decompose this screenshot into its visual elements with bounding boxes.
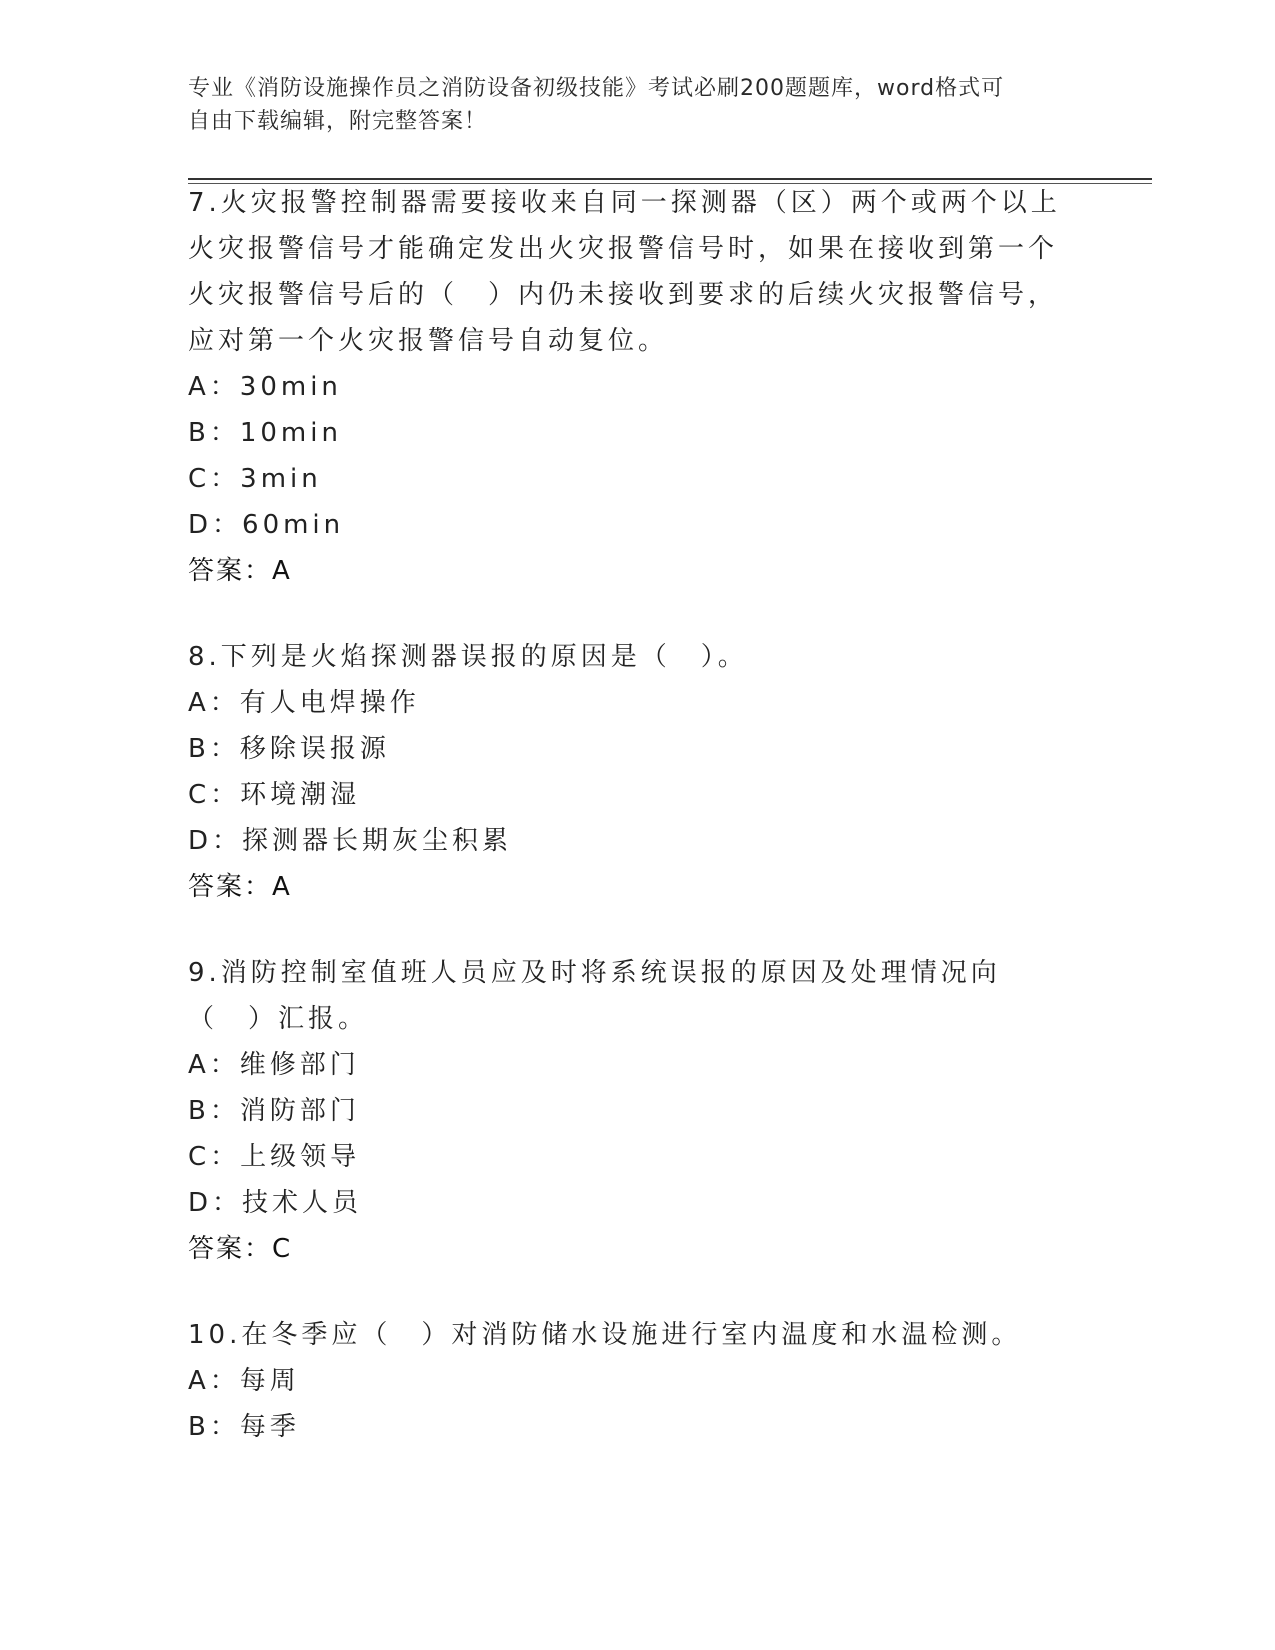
option-c: C：上级领导 [188, 1142, 361, 1172]
option-a: A：维修部门 [188, 1050, 360, 1080]
answer: 答案：A [188, 872, 292, 902]
option-c: C：环境潮湿 [188, 780, 361, 810]
option-d: D：探测器长期灰尘积累 [188, 826, 513, 856]
question-stem: 9.消防控制室值班人员应及时将系统误报的原因及处理情况向（ ）汇报。 [188, 958, 1001, 1034]
option-a: A：30min [188, 372, 342, 402]
question-stem: 7.火灾报警控制器需要接收来自同一探测器（区）两个或两个以上火灾报警信号才能确定发出火灾报警信号时，如果在接收到第一个火灾报警信号后的（ ）内仍未接收到要求的后续火灾报警信号，应对第一个火灾报警信号自动复位。 [188, 188, 1061, 356]
question-8 [188, 634, 1068, 910]
question-stem: 8.下列是火焰探测器误报的原因是（ ）。 [188, 642, 748, 672]
option-b: B：10min [188, 418, 342, 448]
option-c: C：3min [188, 464, 322, 494]
document-header [188, 72, 1068, 138]
header-line-2: 自由下载编辑，附完整答案！ [188, 109, 488, 134]
answer: 答案：C [188, 1234, 293, 1264]
question-7 [188, 180, 1068, 594]
option-a: A：每周 [188, 1366, 300, 1396]
option-a: A：有人电焊操作 [188, 688, 420, 718]
header-line-1: 专业《消防设施操作员之消防设备初级技能》考试必刷200题题库，word格式可 [188, 76, 1005, 101]
answer: 答案：A [188, 556, 292, 586]
option-d: D：技术人员 [188, 1188, 363, 1218]
question-9 [188, 950, 1068, 1272]
option-b: B：消防部门 [188, 1096, 360, 1126]
option-b: B：移除误报源 [188, 734, 390, 764]
question-stem: 10.在冬季应（ ）对消防储水设施进行室内温度和水温检测。 [188, 1320, 1022, 1350]
option-b: B：每季 [188, 1412, 300, 1442]
question-10 [188, 1312, 1068, 1450]
option-d: D：60min [188, 510, 345, 540]
